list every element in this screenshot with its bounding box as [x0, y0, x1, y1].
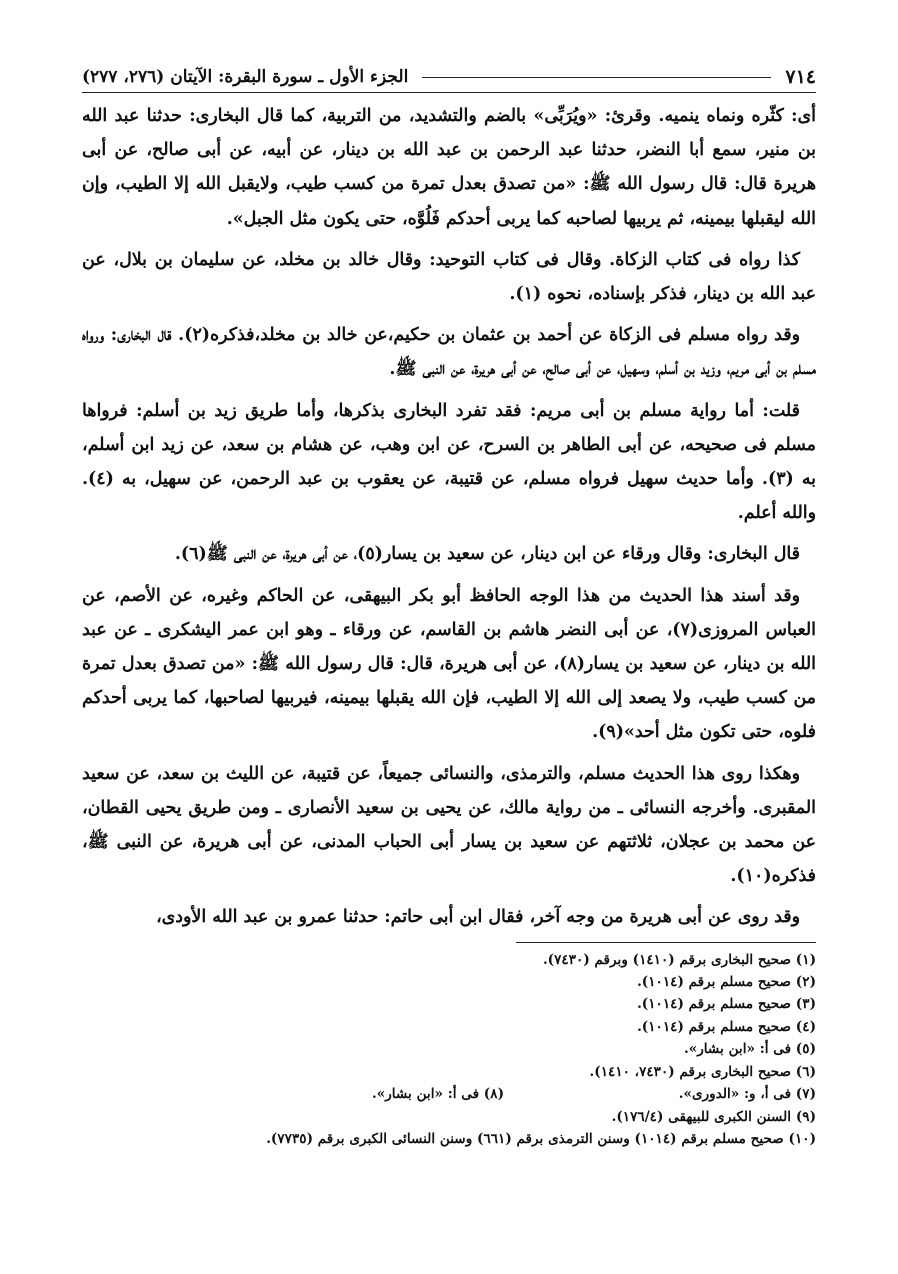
footnote: (١) صحيح البخارى برقم (١٤١٠) وبرقم (٧٤٣٠).	[542, 951, 816, 968]
footnote: (٥) فى أ: «ابن بشار».	[684, 1041, 816, 1058]
footnote: (٨) فى أ: «ابن بشار».	[372, 1086, 504, 1103]
paragraph: وقد رواه مسلم فى الزكاة عن أحمد بن عثمان بن حكيم،عن خالد بن مخلد،فذكره(٢). قال البخارى: ورواه مسلم بن أبى مريم، وزيد بن أسلم، وسهيل، عن أبى صالح، عن أبى هريرة، عن النبى ﷺ.	[82, 325, 816, 380]
paragraph: كذا رواه فى كتاب الزكاة. وقال فى كتاب التوحيد: وقال خالد بن مخلد، عن سليمان بن بلال، عن عبد الله بن دينار، فذكر بإسناده، نحوه (١).	[82, 249, 816, 305]
paragraph: قلت: أما رواية مسلم بن أبى مريم: فقد تفرد البخارى بذكرها، وأما طريق زيد بن أسلم: فرواها مسلم فى صحيحه، عن أبى الطاهر بن السرح، عن ابن وهب، عن هشام بن سعد، عن زيد ابن أسلم، به (٣). وأما حديث سهيل فرواه مسلم، عن قتيبة، عن يعقوب بن عبد الرحمن، عن سهيل، به (٤). والله أعلم.	[82, 400, 816, 524]
paragraph: قال البخارى: وقال ورقاء عن ابن دينار، عن سعيد بن يسار(٥)، عن أبى هريرة، عن النبى ﷺ(٦).	[174, 544, 800, 565]
paragraph: وهكذا روى هذا الحديث مسلم، والترمذى، والنسائى جميعاً، عن قتيبة، عن الليث بن سعد، عن سعيد المقبرى. وأخرجه النسائى ـ من رواية مالك، عن يحيى بن سعيد الأنصارى ـ ومن طريق يحيى القطان، عن محمد بن عجلان، ثلاثتهم عن سعيد بن يسار أبى الحباب المدنى، عن أبى هريرة، عن النبى ﷺ، فذكره(١٠).	[82, 763, 816, 887]
footnote: (٣) صحيح مسلم برقم (١٠١٤).	[637, 996, 816, 1013]
footnote-separator	[516, 942, 816, 943]
paragraph: وقد روى عن أبى هريرة من وجه آخر، فقال ابن أبى حاتم: حدثنا عمرو بن عبد الله الأودى،	[156, 907, 800, 928]
running-title: الجزء الأول ـ سورة البقرة: الآيتان (٢٧٦، ٢٧٧)	[82, 67, 409, 87]
footnotes	[82, 949, 816, 1151]
header-rule	[422, 77, 771, 78]
paragraph: وقد أسند هذا الحديث من هذا الوجه الحافظ أبو بكر البيهقى، عن الحاكم وغيره، عن الأصم، عن العباس المروزى(٧)، عن أبى النضر هاشم بن القاسم، عن ورقاء ـ وهو ابن عمر اليشكرى ـ عن عبد الله بن دينار، عن سعيد بن يسار(٨)، عن أبى هريرة، قال: قال رسول الله ﷺ: «من تصدق بعدل تمرة من كسب طيب، ولا يصعد إلى الله إلا الطيب، فإن الله يقبلها بيمينه، فيربيها لصاحبها، كما يربى أحدكم فلوه، حتى تكون مثل أحد»(٩).	[82, 585, 816, 743]
footnote: (٩) السنن الكبرى للبيهقى (١٧٦/٤).	[611, 1108, 816, 1125]
running-header	[82, 62, 816, 93]
footnote: (٤) صحيح مسلم برقم (١٠١٤).	[637, 1018, 816, 1035]
footnote: (٦) صحيح البخارى برقم (٧٤٣٠، ١٤١٠).	[589, 1063, 816, 1080]
footnote: (٧) فى أ، و: «الدورى».	[678, 1086, 816, 1103]
footnote-row	[82, 1083, 816, 1105]
footnote: (١٠) صحيح مسلم برقم (١٠١٤) وسنن الترمذى برقم (٦٦١) وسنن النسائى الكبرى برقم (٧٧٣٥).	[266, 1130, 816, 1147]
main-text	[82, 99, 816, 935]
footnote: (٢) صحيح مسلم برقم (١٠١٤).	[637, 974, 816, 991]
paragraph: أى: كثّره ونماه ينميه. وقرئ: «ويُرَبِّى» بالضم والتشديد، من التربية، كما قال البخارى: حدثنا عبد الله بن منير، سمع أبا النضر، حدثنا عبد الرحمن بن عبد الله بن دينار، عن أبيه، عن أبى صالح، عن أبى هريرة قال: قال رسول الله ﷺ: «من تصدق بعدل تمرة من كسب طيب، ولايقبل الله إلا الطيب، وإن الله ليقبلها بيمينه، ثم يربيها لصاحبه كما يربى أحدكم فَلُوَّه، حتى يكون مثل الجبل».	[82, 106, 816, 229]
page-number: ٧١٤	[785, 66, 816, 88]
